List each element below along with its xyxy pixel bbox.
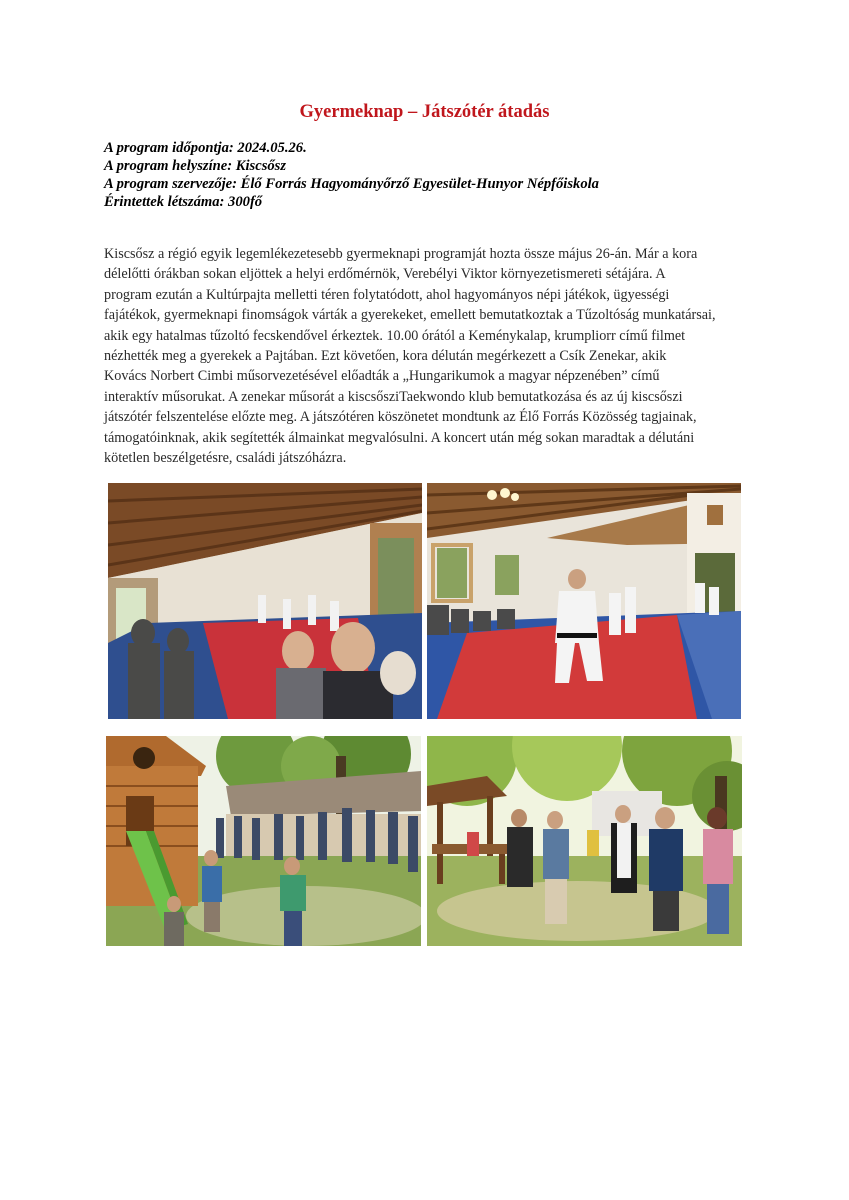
paragraph-line: kötetlen beszélgetésre, családi játszóházra. (104, 450, 347, 467)
paragraph-line: fajátékok, gyermeknapi finomságok várták a gyerekeket, emellett bemutatkoztak a Tűzoltóság munkatársai, (104, 307, 716, 324)
paragraph-line: támogatóinknak, akik segítették álmainkat megvalósulni. A koncert után még sokan maradtak a délutáni (104, 429, 695, 446)
photo-playground-slide (106, 736, 421, 946)
program-participants: Érintettek létszáma: 300fő (104, 194, 263, 210)
program-location: A program helyszíne: Kiscsősz (104, 158, 287, 174)
paragraph-line: program ezután a Kultúrpajta melletti téren folytatódott, ahol hagyományos népi játékok, ügyességi (104, 286, 670, 303)
paragraph-line: nézhették meg a gyerekek a Pajtában. Ezt követően, kora délután megérkezett a Csík Zenekar, akik (104, 348, 667, 365)
paragraph-line: délelőtti órákban sokan eljöttek a helyi erdőmérnök, Verebélyi Viktor környezetismereti sétájára. A (104, 266, 666, 283)
page-title: Gyermeknap – Játszótér átadás (299, 102, 550, 122)
paragraph-line: akik egy hatalmas tűzoltó fecskendővel érkeztek. 10.00 órától a Keménykalap, krumpliorr című filmet (104, 327, 686, 344)
program-organizer: A program szervezője: Élő Forrás Hagyományőrző Egyesület-Hunyor Népfőiskola (104, 176, 599, 192)
paragraph-line: interaktív műsorukat. A zenekar műsorát a kiscsősziTaekwondo klub bemutatkozása és az új kiscsőszi (104, 388, 683, 405)
paragraph-line: Kiscsősz a régió egyik legemlékezetesebb gyermeknapi programját hozta össze május 26-án. Már a kora (104, 246, 698, 262)
report-paragraph (104, 244, 752, 468)
paragraph-line: játszótér felszentelése előzte meg. A játszótéren köszönetet mondtunk az Élő Forrás Közösség tagjainak, (104, 409, 697, 426)
paragraph-line: Kovács Norbert Cimbi műsorvezetésével előadták a „Hungarikumok a magyar népzenében” című (104, 368, 660, 385)
program-meta (104, 139, 744, 211)
photo-taekwondo-audience (108, 483, 422, 719)
photo-taekwondo-demo (427, 483, 741, 719)
program-date: A program időpontja: 2024.05.26. (104, 140, 307, 156)
photo-playground-blessing (427, 736, 742, 946)
